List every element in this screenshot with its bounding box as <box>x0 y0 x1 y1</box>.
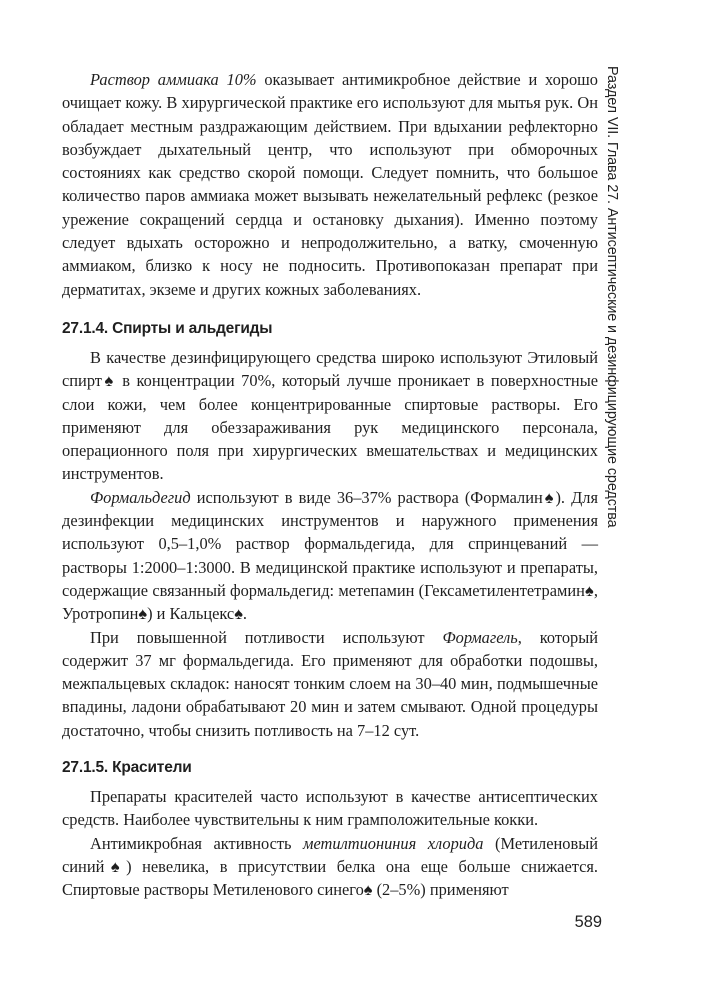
drug-name-ammonia: Раствор аммиака 10% <box>90 70 257 89</box>
page-body <box>62 68 598 902</box>
section-heading-dyes: 27.1.5. Красители <box>62 759 192 777</box>
paragraph-ethanol <box>62 346 598 486</box>
drug-name-formaldehyde: Формальдегид <box>90 487 191 507</box>
paragraph-formagel <box>62 626 598 742</box>
paragraph-text: оказывает антимикробное действие и хорошо очищает кожу. В хирургической практике его используют для мытья рук. Он обладает местным раздражающим действием. При вдыхании рефлекторно возбуждает дыхательный центр, что используют при обморочных состояниях как средство скорой помощи. Следует помнить, что большое количество паров аммиака может вызывать нежелательный рефлекс (резкое урежение сокращений сердца и остановку дыхания). Именно поэтому следует вдыхать осторожно и непродолжительно, а ватку, смоченную аммиаком, близко к носу не подносить. Противопоказан препарат при дерматитах, экземе и других кожных заболеваниях. <box>62 70 598 299</box>
page-number: 589 <box>574 913 602 931</box>
paragraph-text: (Метиленовый синий♠) невелика, в присутствии белка она еще больше снижается. Спиртовые растворы Метиленового синего♠ (2–5%) применяют <box>62 833 598 900</box>
paragraph-formaldehyde <box>62 486 598 626</box>
drug-name-methylthioninium: метилтиониния хлорида <box>303 833 484 853</box>
running-header-vertical <box>590 66 634 664</box>
paragraph-ammonia <box>62 68 598 301</box>
paragraph-methylene-blue <box>62 832 598 902</box>
paragraph-text: используют в виде 36–37% раствора (Формалин♠). Для дезинфекции медицинских инструментов и наружного применения используют 0,5–1,0% раствор формальдегида, для спринцеваний — растворы 1:2000–1:3000. В медицинской практике используют и препараты, содержащие связанный формальдегид: метепамин (Гексаметилентетрамин♠, Уротропин♠) и Кальцекс♠. <box>62 487 598 624</box>
running-header-text: Раздел VII. Глава 27. Антисептические и дезинфицирующие средства <box>604 66 620 528</box>
paragraph-text: Антимикробная активность <box>90 833 304 853</box>
paragraph-text: Препараты красителей часто используют в качестве антисептических средств. Наиболее чувствительны к ним грамположительные кокки. <box>62 787 598 830</box>
paragraph-text: В качестве дезинфицирующего средства широко используют Этиловый спирт♠ в концентрации 70%, который лучше проникает в поверхностные слои кожи, чем более концентрированные спиртовые растворы. Его применяют для обеззараживания рук медицинского персонала, операционного поля при хирургических вмешательствах и медицинских инструментов. <box>62 347 598 484</box>
paragraph-dyes-intro <box>62 785 598 832</box>
section-heading-alcohols-aldehydes: 27.1.4. Спирты и альдегиды <box>62 319 273 337</box>
paragraph-text: При повышенной потливости используют <box>90 627 443 647</box>
drug-name-formagel: Формагель <box>442 627 518 647</box>
paragraph-text: , который содержит 37 мг формальдегида. Его применяют для обработки подошвы, межпальцевых складок: наносят тонким слоем на 30–40 мин, подмышечные впадины, ладони обрабатывают 20 мин и затем смывают. Одной процедуры достаточно, чтобы снизить потливость на 7–12 сут. <box>62 627 598 740</box>
